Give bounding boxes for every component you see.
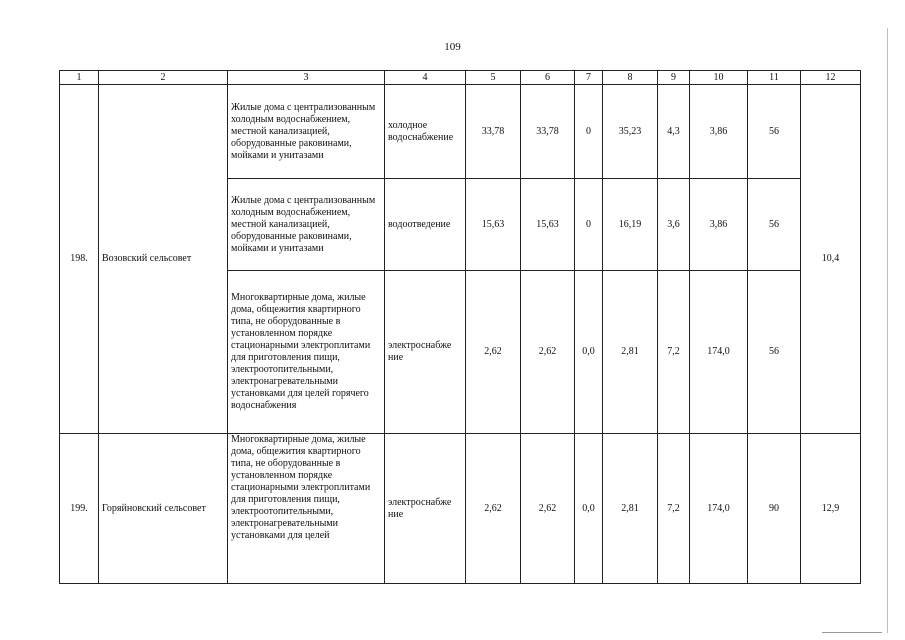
value-cell: 2,62 (521, 434, 575, 584)
housing-description: Многоквартирные дома, жилые дома, общежития квартирного типа, не оборудованные в установленном порядке стационарными электроплитами для приготовления пищи, электроотопительными, электронагревательными установками для целей горячего водоснабжения (228, 271, 385, 434)
header-cell: 12 (801, 71, 861, 85)
table-row (60, 434, 861, 584)
housing-description-cell (228, 434, 385, 584)
service-type: холодное водоснабжение (385, 85, 466, 179)
value-cell: 15,63 (521, 179, 575, 271)
service-type: водоотведение (385, 179, 466, 271)
settlement-name: Горяйновский сельсовет (99, 434, 228, 584)
value-cell: 56 (748, 85, 801, 179)
value-cell: 3,86 (690, 179, 748, 271)
value-cell: 0 (575, 85, 603, 179)
value-cell: 16,19 (603, 179, 658, 271)
value-cell: 2,81 (603, 271, 658, 434)
header-cell: 6 (521, 71, 575, 85)
value-cell: 2,62 (466, 271, 521, 434)
header-cell: 2 (99, 71, 228, 85)
housing-description: Жилые дома с централизованным холодным водоснабжением, местной канализацией, оборудованные раковинами, мойками и унитазами (228, 85, 385, 179)
header-cell: 5 (466, 71, 521, 85)
value-cell: 3,86 (690, 85, 748, 179)
value-cell: 0,0 (575, 434, 603, 584)
table-row (60, 85, 861, 179)
header-cell: 4 (385, 71, 466, 85)
header-row (60, 71, 861, 85)
page-number: 109 (444, 41, 461, 53)
value-cell: 2,62 (521, 271, 575, 434)
housing-description: Многоквартирные дома, жилые дома, общежития квартирного типа, не оборудованные в установленном порядке стационарными электроплитами для приготовления пищи, электроотопительными, электронагревательными установками для целей (231, 434, 371, 541)
value-cell: 7,2 (658, 271, 690, 434)
total-value: 12,9 (801, 434, 861, 584)
value-cell: 2,62 (466, 434, 521, 584)
value-cell: 0 (575, 179, 603, 271)
service-type: электроснабже ние (385, 434, 466, 584)
value-cell: 35,23 (603, 85, 658, 179)
value-cell: 3,6 (658, 179, 690, 271)
value-cell: 2,81 (603, 434, 658, 584)
value-cell: 33,78 (521, 85, 575, 179)
value-cell: 0,0 (575, 271, 603, 434)
total-value: 10,4 (801, 85, 861, 434)
value-cell: 174,0 (690, 271, 748, 434)
header-cell: 9 (658, 71, 690, 85)
row-number: 199. (60, 434, 99, 584)
header-cell: 11 (748, 71, 801, 85)
row-number: 198. (60, 85, 99, 434)
housing-description: Жилые дома с централизованным холодным водоснабжением, местной канализацией, оборудованные раковинами, мойками и унитазами (228, 179, 385, 271)
value-cell: 4,3 (658, 85, 690, 179)
value-cell: 90 (748, 434, 801, 584)
page-corner-mark (822, 632, 882, 633)
value-cell: 56 (748, 271, 801, 434)
tariff-table (59, 70, 861, 584)
header-cell: 10 (690, 71, 748, 85)
value-cell: 15,63 (466, 179, 521, 271)
value-cell: 7,2 (658, 434, 690, 584)
settlement-name: Возовский сельсовет (99, 85, 228, 434)
header-cell: 7 (575, 71, 603, 85)
header-cell: 8 (603, 71, 658, 85)
header-cell: 3 (228, 71, 385, 85)
page-edge-line (887, 28, 888, 633)
value-cell: 33,78 (466, 85, 521, 179)
service-type: электроснабже ние (385, 271, 466, 434)
value-cell: 56 (748, 179, 801, 271)
value-cell: 174,0 (690, 434, 748, 584)
header-cell: 1 (60, 71, 99, 85)
